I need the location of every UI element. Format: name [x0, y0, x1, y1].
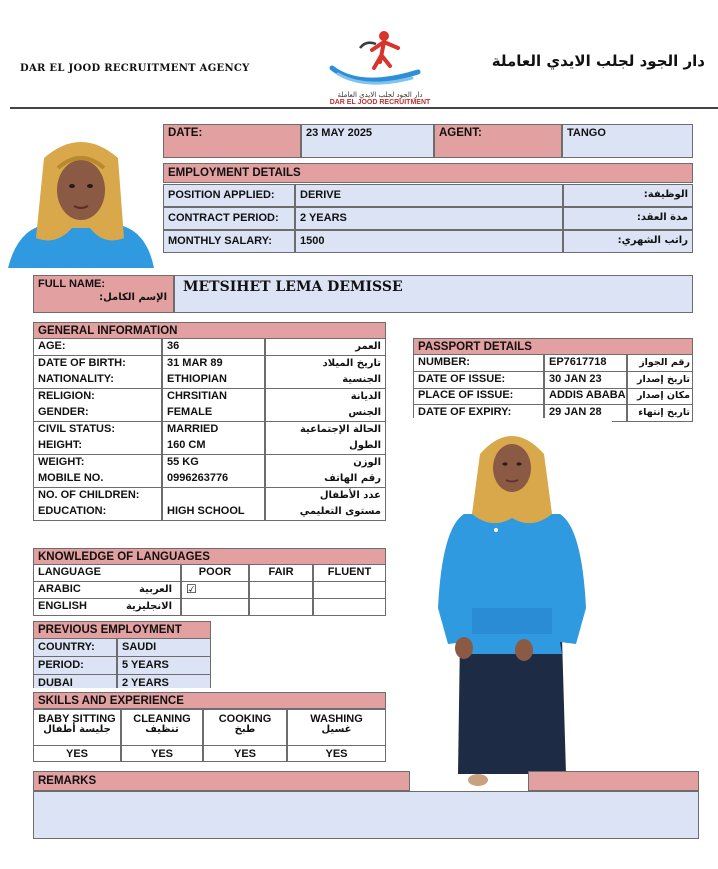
- skills-title: SKILLS AND EXPERIENCE: [33, 692, 386, 709]
- general-value: CHRSITIAN: [162, 389, 265, 406]
- language-name-ar: الانجليزية: [125, 600, 172, 612]
- employment-label-ar: راتب الشهري:: [563, 230, 693, 253]
- general-row: [33, 339, 386, 356]
- general-label-ar: عدد الأطفال: [265, 488, 386, 505]
- general-label: NATIONALITY:: [33, 372, 162, 389]
- general-row: [33, 389, 386, 406]
- previous-label: DUBAI: [33, 675, 117, 688]
- full-name-label: FULL NAME:: [38, 278, 106, 290]
- general-label: MOBILE NO.: [33, 471, 162, 488]
- skill-label-en: BABY SITTING: [33, 709, 121, 745]
- general-value: 160 CM: [162, 438, 265, 455]
- general-label-ar: الجنس: [265, 405, 386, 422]
- language-fair-checkbox[interactable]: [249, 599, 313, 616]
- general-label-ar: الديانة: [265, 389, 386, 406]
- general-value: MARRIED: [162, 422, 265, 439]
- logo-mark-icon: [320, 28, 440, 86]
- language-poor-checkbox[interactable]: [181, 599, 249, 616]
- general-label: CIVIL STATUS:: [33, 422, 162, 439]
- logo-text-en: DAR EL JOOD RECRUITMENT: [329, 99, 431, 106]
- general-label: AGE:: [33, 339, 162, 356]
- previous-label: PERIOD:: [33, 657, 117, 675]
- general-row: [33, 504, 386, 521]
- skill-label-en: WASHING: [287, 709, 386, 745]
- skill-label-ar: جليسة أطفال: [43, 724, 111, 735]
- employment-label: MONTHLY SALARY:: [163, 230, 295, 253]
- general-row: [33, 422, 386, 439]
- passport-label-ar: تاريخ إصدار: [627, 372, 693, 389]
- general-value: [162, 488, 265, 505]
- general-label-ar: الحالة الإجتماعية: [265, 422, 386, 439]
- general-row: [33, 405, 386, 422]
- language-fluent-checkbox[interactable]: [313, 599, 386, 616]
- general-row: [33, 372, 386, 389]
- agency-name-en: DAR EL JOOD RECRUITMENT AGENCY: [20, 63, 250, 74]
- passport-label: PLACE OF ISSUE:: [413, 388, 544, 405]
- general-label-ar: رقم الهاتف: [265, 471, 386, 488]
- skill-label-en: CLEANING: [121, 709, 203, 745]
- employment-value: 1500: [295, 230, 563, 253]
- general-row: [33, 488, 386, 505]
- skill-value: YES: [287, 745, 386, 762]
- general-value: HIGH SCHOOL: [162, 504, 265, 521]
- date-value: 23 MAY 2025: [301, 124, 434, 158]
- general-row: [33, 438, 386, 455]
- general-value: 55 KG: [162, 455, 265, 472]
- languages-header-row: [33, 565, 386, 582]
- general-label: DATE OF BIRTH:: [33, 356, 162, 373]
- passport-value: ADDIS ABABA: [544, 388, 627, 405]
- general-label-ar: تاريخ الميلاد: [265, 356, 386, 373]
- employment-label: POSITION APPLIED:: [163, 184, 295, 207]
- passport-label-ar: مكان إصدار: [627, 388, 693, 405]
- remarks-title-fill: [528, 771, 699, 791]
- previous-title: PREVIOUS EMPLOYMENT: [33, 621, 211, 639]
- col-fluent: FLUENT: [313, 565, 386, 582]
- agent-value: TANGO: [562, 124, 693, 158]
- agency-name-ar: دار الجود لجلب الايدي العاملة: [491, 52, 705, 70]
- general-label-ar: الوزن: [265, 455, 386, 472]
- employment-label-ar: مدة العقد:: [563, 207, 693, 230]
- general-label-ar: الجنسية: [265, 372, 386, 389]
- language-name-cell: [33, 582, 181, 599]
- col-fair: FAIR: [249, 565, 313, 582]
- passport-row: [413, 355, 693, 372]
- passport-value: 29 JAN 28: [544, 405, 627, 422]
- previous-row: [33, 639, 211, 657]
- general-label-ar: العمر: [265, 339, 386, 356]
- general-row: [33, 471, 386, 488]
- general-label: HEIGHT:: [33, 438, 162, 455]
- general-value: 36: [162, 339, 265, 356]
- employment-value: DERIVE: [295, 184, 563, 207]
- skill-label-en: COOKING: [203, 709, 287, 745]
- general-label-ar: الطول: [265, 438, 386, 455]
- passport-label: DATE OF ISSUE:: [413, 372, 544, 389]
- previous-row: [33, 675, 211, 688]
- language-name-ar: العربية: [139, 584, 172, 595]
- full-name-label-box: [33, 275, 174, 313]
- language-name-cell: [33, 599, 181, 616]
- skill-label-ar: تنظيف: [145, 724, 179, 735]
- language-poor-checkbox[interactable]: ☑: [181, 582, 249, 599]
- language-name: ARABIC: [38, 583, 81, 595]
- language-name: ENGLISH: [38, 599, 87, 612]
- general-label: WEIGHT:: [33, 455, 162, 472]
- previous-label: COUNTRY:: [33, 639, 117, 657]
- passport-label-ar: تاريخ إنتهاء: [627, 405, 693, 422]
- skill-label-ar: غسيل: [321, 724, 352, 735]
- general-label: EDUCATION:: [33, 504, 162, 521]
- employment-value: 2 YEARS: [295, 207, 563, 230]
- passport-value: EP7617718: [544, 355, 627, 372]
- language-row: [33, 599, 386, 616]
- passport-label: DATE OF EXPIRY:: [413, 405, 544, 422]
- general-value: FEMALE: [162, 405, 265, 422]
- remarks-box: [33, 791, 699, 839]
- agency-logo: [320, 28, 440, 108]
- passport-title: PASSPORT DETAILS: [413, 338, 693, 355]
- passport-label-ar: رقم الجواز: [627, 355, 693, 372]
- employment-title: EMPLOYMENT DETAILS: [163, 163, 693, 183]
- date-label: DATE:: [163, 124, 301, 158]
- col-poor: POOR: [181, 565, 249, 582]
- passport-value: 30 JAN 23: [544, 372, 627, 389]
- skill-value: YES: [121, 745, 203, 762]
- full-name-label-ar: الإسم الكامل:: [99, 292, 167, 303]
- general-label: RELIGION:: [33, 389, 162, 406]
- general-label: GENDER:: [33, 405, 162, 422]
- general-value: ETHIOPIAN: [162, 372, 265, 389]
- previous-value: SAUDI: [117, 639, 211, 657]
- previous-value: 2 YEARS: [117, 675, 211, 688]
- previous-value: 5 YEARS: [117, 657, 211, 675]
- general-value: 31 MAR 89: [162, 356, 265, 373]
- remarks-title: REMARKS: [33, 771, 410, 791]
- skill-value: YES: [203, 745, 287, 762]
- skill-value: YES: [33, 745, 121, 762]
- employment-label-ar: الوظيفة:: [563, 184, 693, 207]
- full-name-value: METSIHET LEMA DEMISSE: [174, 275, 693, 313]
- passport-row: [413, 388, 693, 405]
- passport-row: [413, 372, 693, 389]
- general-label-ar: مستوى التعليمي: [265, 504, 386, 521]
- general-label: NO. OF CHILDREN:: [33, 488, 162, 505]
- headshot-photo: [8, 128, 154, 268]
- general-title: GENERAL INFORMATION: [33, 322, 386, 339]
- logo-text-ar: دار الجود لجلب الايدي العاملة: [337, 91, 423, 99]
- language-fluent-checkbox[interactable]: [313, 582, 386, 599]
- col-language: LANGUAGE: [33, 565, 181, 582]
- general-row: [33, 356, 386, 373]
- general-value: 0996263776: [162, 471, 265, 488]
- passport-label: NUMBER:: [413, 355, 544, 372]
- languages-title: KNOWLEDGE OF LANGUAGES: [33, 548, 386, 565]
- employment-label: CONTRACT PERIOD:: [163, 207, 295, 230]
- agent-label: AGENT:: [434, 124, 562, 158]
- skill-label-ar: طبخ: [234, 724, 256, 735]
- header-divider: [10, 107, 718, 109]
- language-fair-checkbox[interactable]: [249, 582, 313, 599]
- full-body-photo: [412, 418, 612, 790]
- language-row: [33, 582, 386, 599]
- previous-row: [33, 657, 211, 675]
- general-row: [33, 455, 386, 472]
